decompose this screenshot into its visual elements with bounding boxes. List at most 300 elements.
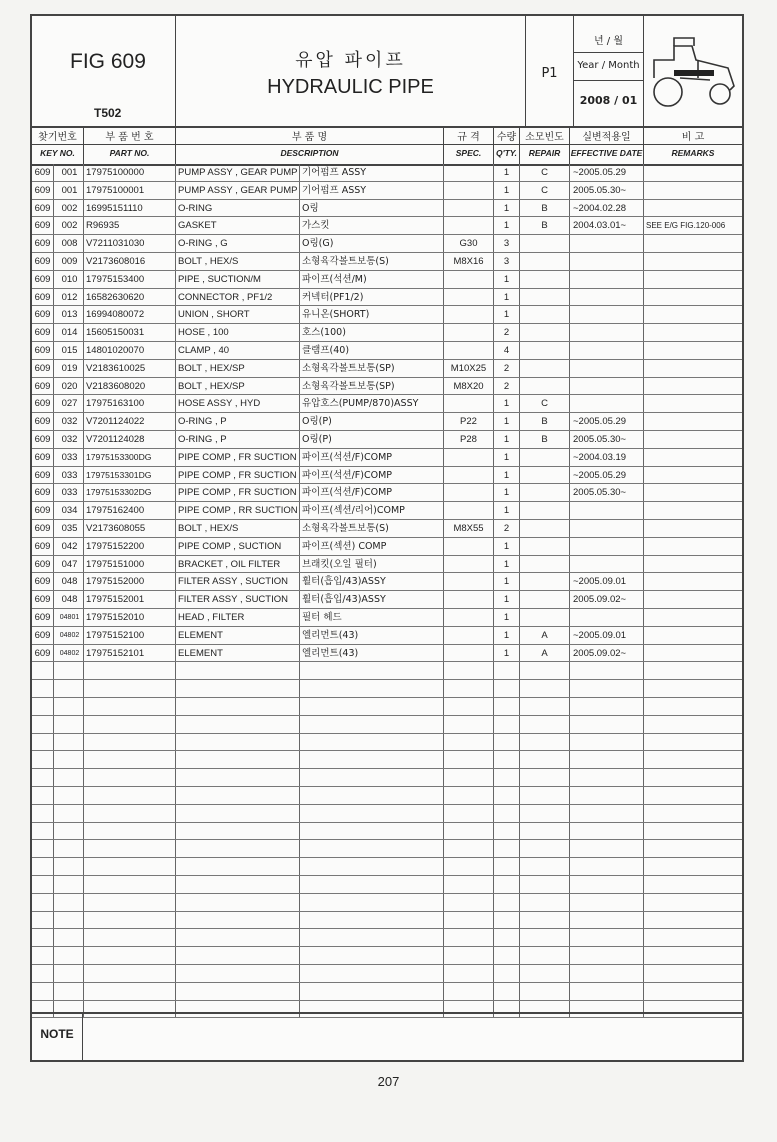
cell-remarks — [644, 858, 742, 875]
cell-part: 16994080072 — [84, 306, 176, 323]
cell-spec — [444, 502, 494, 519]
cell-remarks — [644, 716, 742, 733]
cell-qty: 1 — [494, 591, 520, 608]
cell-part — [84, 947, 176, 964]
table-row — [32, 306, 742, 324]
cell-repair — [520, 484, 570, 501]
table-row — [32, 342, 742, 360]
cell-part: 16582630620 — [84, 289, 176, 306]
cell-repair — [520, 947, 570, 964]
cell-remarks — [644, 378, 742, 395]
cell-repair — [520, 787, 570, 804]
cell-date — [570, 840, 644, 857]
cell-qty: 1 — [494, 645, 520, 662]
sheet-header — [32, 16, 742, 128]
cell-key: 033 — [54, 467, 84, 484]
cell-part: 17975152010 — [84, 609, 176, 626]
cell-key — [54, 912, 84, 929]
cell-fig: 609 — [32, 591, 54, 608]
cell-remarks — [644, 840, 742, 857]
cell-part: 17975162400 — [84, 502, 176, 519]
cell-qty: 1 — [494, 609, 520, 626]
table-row — [32, 271, 742, 289]
cell-qty: 1 — [494, 538, 520, 555]
table-row — [32, 467, 742, 485]
cell-desc-en — [176, 912, 300, 929]
cell-date — [570, 947, 644, 964]
cell-repair: B — [520, 200, 570, 217]
cell-part: V7211031030 — [84, 235, 176, 252]
cell-qty — [494, 698, 520, 715]
cell-fig: 609 — [32, 449, 54, 466]
cell-remarks — [644, 360, 742, 377]
year-month-label-ko: 년 / 월 — [593, 36, 624, 47]
cell-date — [570, 680, 644, 697]
cell-desc-en: PIPE COMP , FR SUCTION — [176, 467, 300, 484]
cell-remarks — [644, 289, 742, 306]
cell-remarks — [644, 502, 742, 519]
cell-qty — [494, 965, 520, 982]
cell-part: 17975100000 — [84, 164, 176, 181]
cell-date: ~2005.05.29 — [570, 467, 644, 484]
cell-date — [570, 876, 644, 893]
cell-part — [84, 769, 176, 786]
cell-date — [570, 929, 644, 946]
cell-key — [54, 751, 84, 768]
cell-qty — [494, 787, 520, 804]
page-code: P1 — [541, 66, 558, 81]
cell-qty — [494, 734, 520, 751]
cell-desc-ko — [300, 769, 444, 786]
table-row — [32, 164, 742, 182]
cell-desc-en: HOSE ASSY , HYD — [176, 395, 300, 412]
cell-remarks — [644, 698, 742, 715]
cell-desc-ko — [300, 734, 444, 751]
cell-spec — [444, 342, 494, 359]
cell-remarks — [644, 431, 742, 448]
cell-desc-en — [176, 805, 300, 822]
table-row — [32, 680, 742, 698]
cell-date — [570, 894, 644, 911]
cell-remarks — [644, 680, 742, 697]
cell-remarks — [644, 983, 742, 1000]
cell-spec: P28 — [444, 431, 494, 448]
cell-spec — [444, 395, 494, 412]
fig-cell — [32, 16, 176, 126]
cell-key: 009 — [54, 253, 84, 270]
cell-desc-en: FILTER ASSY , SUCTION — [176, 573, 300, 590]
cell-fig — [32, 716, 54, 733]
cell-spec — [444, 538, 494, 555]
cell-date: ~2004.03.19 — [570, 449, 644, 466]
cell-spec — [444, 734, 494, 751]
cell-repair — [520, 840, 570, 857]
table-row — [32, 573, 742, 591]
cell-repair — [520, 591, 570, 608]
cell-date — [570, 858, 644, 875]
cell-part: V7201124028 — [84, 431, 176, 448]
cell-repair: B — [520, 217, 570, 234]
cell-fig: 609 — [32, 182, 54, 199]
cell-desc-ko — [300, 805, 444, 822]
table-row — [32, 538, 742, 556]
cell-desc-ko: 엘리먼트(43) — [300, 627, 444, 644]
cell-spec — [444, 876, 494, 893]
table-row — [32, 235, 742, 253]
cell-spec — [444, 573, 494, 590]
cell-repair — [520, 573, 570, 590]
cell-qty — [494, 751, 520, 768]
cell-spec — [444, 751, 494, 768]
cell-fig: 609 — [32, 271, 54, 288]
cell-remarks — [644, 200, 742, 217]
cell-remarks — [644, 395, 742, 412]
cell-fig: 609 — [32, 253, 54, 270]
cell-date — [570, 502, 644, 519]
cell-repair — [520, 876, 570, 893]
cell-qty: 1 — [494, 164, 520, 181]
cell-spec — [444, 805, 494, 822]
cell-key: 033 — [54, 484, 84, 501]
table-row — [32, 324, 742, 342]
cell-fig: 609 — [32, 645, 54, 662]
cell-date — [570, 823, 644, 840]
cell-date — [570, 698, 644, 715]
col-repair: 소모빈도 REPAIR — [520, 126, 570, 164]
cell-desc-ko: O링(P) — [300, 413, 444, 430]
cell-date — [570, 751, 644, 768]
title-english: HYDRAULIC PIPE — [267, 76, 434, 98]
cell-desc-en: BOLT , HEX/SP — [176, 378, 300, 395]
cell-key — [54, 929, 84, 946]
title-cell — [176, 16, 526, 126]
table-row — [32, 556, 742, 574]
cell-part — [84, 894, 176, 911]
column-headers — [32, 126, 742, 166]
cell-part: 15605150031 — [84, 324, 176, 341]
cell-date: ~2005.05.29 — [570, 164, 644, 181]
cell-date — [570, 556, 644, 573]
cell-desc-ko: O링 — [300, 200, 444, 217]
cell-repair — [520, 235, 570, 252]
cell-remarks — [644, 947, 742, 964]
cell-desc-en — [176, 858, 300, 875]
cell-desc-ko — [300, 965, 444, 982]
cell-part — [84, 858, 176, 875]
cell-part: 17975163100 — [84, 395, 176, 412]
cell-fig — [32, 805, 54, 822]
cell-fig — [32, 894, 54, 911]
cell-desc-ko: 휠터(흡입/43)ASSY — [300, 591, 444, 608]
cell-desc-ko: 클램프(40) — [300, 342, 444, 359]
cell-desc-ko: 파이프(석션/M) — [300, 271, 444, 288]
cell-part: 16995151110 — [84, 200, 176, 217]
cell-fig: 609 — [32, 413, 54, 430]
cell-date — [570, 378, 644, 395]
cell-spec — [444, 823, 494, 840]
cell-remarks — [644, 520, 742, 537]
cell-desc-ko: 브래킷(오일 필터) — [300, 556, 444, 573]
cell-spec — [444, 662, 494, 679]
cell-spec: G30 — [444, 235, 494, 252]
cell-fig — [32, 680, 54, 697]
cell-remarks — [644, 324, 742, 341]
cell-fig — [32, 929, 54, 946]
cell-part — [84, 698, 176, 715]
cell-desc-en: O-RING , P — [176, 413, 300, 430]
cell-repair — [520, 965, 570, 982]
cell-repair — [520, 378, 570, 395]
cell-part — [84, 983, 176, 1000]
table-row — [32, 983, 742, 1001]
cell-qty — [494, 769, 520, 786]
cell-repair: C — [520, 164, 570, 181]
table-row — [32, 413, 742, 431]
cell-desc-en — [176, 716, 300, 733]
table-row — [32, 840, 742, 858]
cell-desc-ko — [300, 680, 444, 697]
cell-repair — [520, 306, 570, 323]
cell-desc-en — [176, 929, 300, 946]
cell-fig: 609 — [32, 306, 54, 323]
cell-spec — [444, 965, 494, 982]
table-row — [32, 823, 742, 841]
cell-date — [570, 360, 644, 377]
cell-desc-ko: 소형육각볼트보통(S) — [300, 520, 444, 537]
cell-date — [570, 520, 644, 537]
cell-spec — [444, 947, 494, 964]
cell-desc-en: UNION , SHORT — [176, 306, 300, 323]
cell-date — [570, 734, 644, 751]
cell-desc-ko: 기어펌프 ASSY — [300, 164, 444, 181]
cell-qty — [494, 662, 520, 679]
cell-fig: 609 — [32, 217, 54, 234]
cell-qty — [494, 716, 520, 733]
col-remarks: 비 고 REMARKS — [644, 126, 742, 164]
cell-spec — [444, 271, 494, 288]
cell-spec: P22 — [444, 413, 494, 430]
cell-desc-en: PIPE COMP , SUCTION — [176, 538, 300, 555]
cell-desc-ko: 휠터(흡입/43)ASSY — [300, 573, 444, 590]
cell-repair — [520, 858, 570, 875]
cell-desc-en — [176, 751, 300, 768]
cell-desc-en: O-RING — [176, 200, 300, 217]
cell-repair — [520, 520, 570, 537]
cell-qty: 1 — [494, 556, 520, 573]
cell-part: 17975100001 — [84, 182, 176, 199]
table-row — [32, 805, 742, 823]
table-row — [32, 591, 742, 609]
cell-key: 042 — [54, 538, 84, 555]
cell-key — [54, 680, 84, 697]
cell-desc-ko: 유압호스(PUMP/870)ASSY — [300, 395, 444, 412]
cell-desc-ko — [300, 751, 444, 768]
cell-fig: 609 — [32, 342, 54, 359]
cell-key: 014 — [54, 324, 84, 341]
cell-remarks — [644, 306, 742, 323]
cell-spec — [444, 929, 494, 946]
cell-qty — [494, 983, 520, 1000]
cell-date: 2005.09.02~ — [570, 591, 644, 608]
cell-qty: 1 — [494, 484, 520, 501]
cell-repair: C — [520, 395, 570, 412]
cell-part: 14801020070 — [84, 342, 176, 359]
cell-fig — [32, 840, 54, 857]
cell-remarks — [644, 912, 742, 929]
cell-fig: 609 — [32, 627, 54, 644]
cell-desc-ko: 소형육각볼트보통(S) — [300, 253, 444, 270]
cell-remarks — [644, 413, 742, 430]
cell-qty: 3 — [494, 235, 520, 252]
cell-key — [54, 823, 84, 840]
cell-desc-en: PIPE COMP , FR SUCTION — [176, 484, 300, 501]
cell-key: 04801 — [54, 609, 84, 626]
title-korean: 유압 파이프 — [295, 50, 406, 71]
cell-remarks — [644, 734, 742, 751]
cell-date — [570, 289, 644, 306]
table-row — [32, 662, 742, 680]
cell-part — [84, 734, 176, 751]
page-number: 207 — [377, 1074, 400, 1089]
note-section — [32, 1012, 742, 1062]
cell-date — [570, 342, 644, 359]
cell-repair — [520, 538, 570, 555]
cell-date: 2005.09.02~ — [570, 645, 644, 662]
cell-repair — [520, 662, 570, 679]
cell-fig — [32, 858, 54, 875]
cell-fig — [32, 734, 54, 751]
cell-repair: A — [520, 627, 570, 644]
cell-key: 002 — [54, 217, 84, 234]
cell-key — [54, 965, 84, 982]
cell-desc-en: ELEMENT — [176, 645, 300, 662]
table-row — [32, 449, 742, 467]
tractor-icon — [644, 16, 742, 126]
cell-desc-ko: 유니온(SHORT) — [300, 306, 444, 323]
table-row — [32, 698, 742, 716]
cell-qty — [494, 876, 520, 893]
table-row — [32, 253, 742, 271]
cell-remarks — [644, 787, 742, 804]
cell-spec — [444, 840, 494, 857]
cell-key: 015 — [54, 342, 84, 359]
cell-date — [570, 787, 644, 804]
cell-part: 17975153301DG — [84, 467, 176, 484]
cell-repair — [520, 289, 570, 306]
cell-date: 2005.05.30~ — [570, 431, 644, 448]
cell-fig: 609 — [32, 520, 54, 537]
table-row — [32, 520, 742, 538]
cell-date: 2004.03.01~ — [570, 217, 644, 234]
cell-repair — [520, 609, 570, 626]
cell-repair — [520, 894, 570, 911]
cell-repair — [520, 734, 570, 751]
cell-desc-ko: 소형육각볼트보통(SP) — [300, 378, 444, 395]
cell-date — [570, 271, 644, 288]
cell-remarks: SEE E/G FIG.120-006 — [646, 221, 726, 231]
cell-remarks — [644, 627, 742, 644]
cell-fig: 609 — [32, 609, 54, 626]
cell-part: V2173608055 — [84, 520, 176, 537]
year-month-label-en: Year / Month — [577, 60, 640, 71]
table-row — [32, 912, 742, 930]
cell-fig: 609 — [32, 484, 54, 501]
cell-desc-en — [176, 662, 300, 679]
table-row — [32, 751, 742, 769]
cell-key — [54, 698, 84, 715]
cell-remarks — [644, 271, 742, 288]
cell-qty — [494, 894, 520, 911]
cell-remarks — [644, 467, 742, 484]
cell-desc-en: PIPE , SUCTION/M — [176, 271, 300, 288]
cell-desc-en: PIPE COMP , FR SUCTION — [176, 449, 300, 466]
cell-desc-ko — [300, 787, 444, 804]
cell-desc-en — [176, 965, 300, 982]
parts-sheet — [30, 14, 744, 1062]
cell-part — [84, 876, 176, 893]
cell-part — [84, 912, 176, 929]
cell-qty: 1 — [494, 502, 520, 519]
cell-key — [54, 769, 84, 786]
table-row — [32, 645, 742, 663]
cell-date: ~2005.09.01 — [570, 627, 644, 644]
cell-spec — [444, 716, 494, 733]
cell-desc-ko — [300, 894, 444, 911]
cell-remarks — [644, 591, 742, 608]
cell-desc-ko: 가스킷 — [300, 217, 444, 234]
cell-repair — [520, 751, 570, 768]
cell-desc-ko — [300, 662, 444, 679]
table-row — [32, 502, 742, 520]
cell-spec — [444, 556, 494, 573]
cell-qty: 1 — [494, 449, 520, 466]
cell-repair: B — [520, 413, 570, 430]
cell-qty: 1 — [494, 271, 520, 288]
cell-repair — [520, 698, 570, 715]
page-code-cell — [526, 16, 574, 126]
cell-date — [570, 306, 644, 323]
col-part: 부 품 번 호 PART NO. — [84, 126, 176, 164]
cell-remarks — [644, 823, 742, 840]
cell-repair — [520, 929, 570, 946]
cell-part — [84, 716, 176, 733]
cell-repair — [520, 912, 570, 929]
cell-key: 013 — [54, 306, 84, 323]
cell-remarks — [644, 751, 742, 768]
cell-desc-ko: 파이프(석션/F)COMP — [300, 484, 444, 501]
cell-desc-en: BOLT , HEX/SP — [176, 360, 300, 377]
cell-desc-en — [176, 840, 300, 857]
cell-qty — [494, 947, 520, 964]
cell-qty: 1 — [494, 182, 520, 199]
cell-key: 032 — [54, 413, 84, 430]
cell-repair — [520, 253, 570, 270]
cell-date: ~2004.02.28 — [570, 200, 644, 217]
cell-qty: 2 — [494, 520, 520, 537]
cell-fig: 609 — [32, 200, 54, 217]
cell-repair — [520, 502, 570, 519]
cell-fig — [32, 787, 54, 804]
table-row — [32, 431, 742, 449]
cell-qty: 1 — [494, 395, 520, 412]
cell-desc-en: PIPE COMP , RR SUCTION — [176, 502, 300, 519]
cell-spec — [444, 769, 494, 786]
cell-desc-ko: 파이프(섹션) COMP — [300, 538, 444, 555]
cell-part: V2173608016 — [84, 253, 176, 270]
cell-fig: 609 — [32, 556, 54, 573]
cell-key — [54, 716, 84, 733]
cell-part: 17975153300DG — [84, 449, 176, 466]
